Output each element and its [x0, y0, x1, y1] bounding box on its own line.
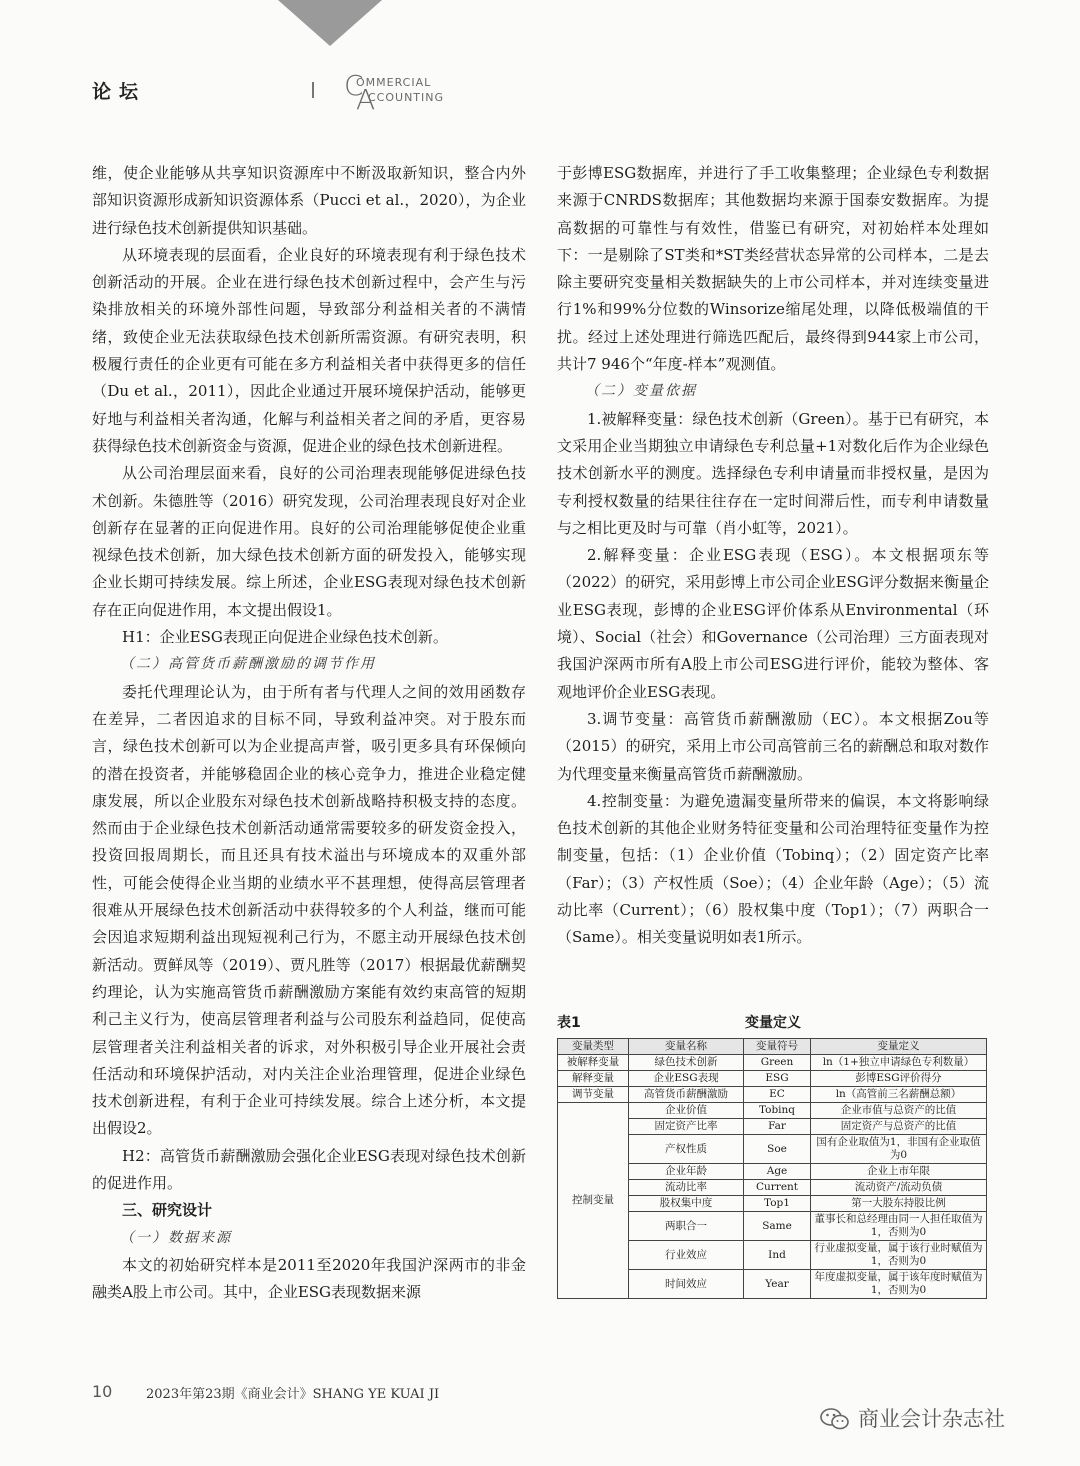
table-row — [558, 1071, 987, 1087]
table-cell: 流动资产/流动负债 — [811, 1180, 987, 1196]
table-cell: Soe — [744, 1135, 811, 1164]
paragraph: 从公司治理层面来看，良好的公司治理表现能够促进绿色技术创新。朱德胜等（2016）研究发现，公司治理表现良好对企业创新存在显著的正向促进作用。良好的公司治理能够促使企业重视绿色技术创新，加大绿色技术创新方面的研发投入，能够实现企业长期可持续发展。综上所述，企业ESG表现对绿色技术创新存在正向促进作用，本文提出假设1。 — [92, 464, 526, 619]
table-cell: 企业价值 — [629, 1103, 744, 1119]
table-cell: 企业年龄 — [629, 1164, 744, 1180]
paragraph: 4.控制变量：为避免遗漏变量所带来的偏误，本文将影响绿色技术创新的其他企业财务特征变量和公司治理特征变量作为控制变量，包括：（1）企业价值（Tobinq）；（2）固定资产比率（Far）；（3）产权性质（Soe）；（4）企业年龄（Age）；（5）流动比率（Current）；（6）股权集中度（Top1）；（7）两职合一（Same）。相关变量说明如表1所示。 — [557, 791, 989, 947]
table-header-cell: 变量类型 — [558, 1039, 629, 1055]
table-cell: Current — [744, 1180, 811, 1196]
table-cell: ln（高管前三名薪酬总额） — [811, 1087, 987, 1103]
table-cell: 控制变量 — [558, 1103, 629, 1299]
table-cell: 固定资产与总资产的比值 — [811, 1119, 987, 1135]
header-triangle-decoration — [278, 0, 382, 46]
table-cell: 行业虚拟变量，属于该行业时赋值为1，否则为0 — [811, 1241, 987, 1270]
table-cell: 绿色技术创新 — [629, 1055, 744, 1071]
table-cell: 企业市值与总资产的比值 — [811, 1103, 987, 1119]
table-cell: 董事长和总经理由同一人担任取值为1，否则为0 — [811, 1212, 987, 1241]
table-label: 表1 — [557, 1015, 581, 1031]
table-cell: 企业上市年限 — [811, 1164, 987, 1180]
table-cell: 股权集中度 — [629, 1196, 744, 1212]
paragraph: 于彭博ESG数据库，并进行了手工收集整理；企业绿色专利数据来源于CNRDS数据库；其他数据均来源于国泰安数据库。为提高数据的可靠性与有效性，借鉴已有研究，对初始样本处理如下：一是剔除了ST类和*ST类经营状态异常的公司样本，二是去除主要研究变量相关数据缺失的上市公司样本，并对连续变量进行1%和99%分位数的Winsorize缩尾处理，以降低极端值的干扰。经过上述处理进行筛选匹配后，最终得到944家上市公司，共计7 946个“年度-样本”观测值。 — [557, 164, 989, 374]
left-column — [92, 160, 526, 1306]
table-cell: 两职合一 — [629, 1212, 744, 1241]
section-heading: （二）变量依据 — [585, 383, 697, 400]
variable-definition-table — [557, 1038, 987, 1299]
table-cell: ESG — [744, 1071, 811, 1087]
paragraph: 从环境表现的层面看，企业良好的环境表现有利于绿色技术创新活动的开展。企业在进行绿色技术创新过程中，会产生与污染排放相关的环境外部性问题，导致部分利益相关者的不满情绪，致使企业无法获取绿色技术创新所需资源。有研究表明，积极履行责任的企业更有可能在多方利益相关者中获得更多的信任（Du et al.，2011），因此企业通过开展环境保护活动，能够更好地与利益相关者沟通，化解与利益相关者之间的矛盾，更容易获得绿色技术创新资金与资源，促进企业的绿色技术创新进程。 — [92, 245, 526, 455]
section-heading: 三、研究设计 — [122, 1201, 213, 1220]
paragraph: 1.被解释变量：绿色技术创新（Green）。基于已有研究，本文采用企业当期独立申请绿色专利总量+1对数化后作为企业绿色技术创新水平的测度。选择绿色专利申请量而非授权量，是因为专利授权数量的结果往往存在一定时间滞后性，而专利申请数量与之相比更及时与可靠（肖小虹等，2021）。 — [557, 409, 989, 537]
table-header-cell: 变量符号 — [744, 1039, 811, 1055]
paragraph: 2.解释变量：企业ESG表现（ESG）。本文根据项东等（2022）的研究，采用彭博上市公司企业ESG评分数据来衡量企业ESG表现，彭博的企业ESG评价体系从Environmental（环境）、Social（社会）和Governance（公司治理）三方面表现对我国沪深两市所有A股上市公司ESG进行评价，能较为整体、客观地评价企业ESG表现。 — [557, 546, 989, 701]
table-cell: 被解释变量 — [558, 1055, 629, 1071]
table-cell: 时间效应 — [629, 1270, 744, 1299]
logo-letter-a: A — [356, 83, 376, 116]
paragraph: 本文的初始研究样本是2011至2020年我国沪深两市的非金融类A股上市公司。其中，企业ESG表现数据来源 — [92, 1255, 526, 1302]
section-heading: （二）高管货币薪酬激励的调节作用 — [120, 656, 376, 673]
table-cell: Same — [744, 1212, 811, 1241]
logo-line-1: OMMERCIAL — [356, 76, 432, 89]
table-cell: 行业效应 — [629, 1241, 744, 1270]
page-number: 10 — [92, 1382, 113, 1401]
logo-letter-c: C — [344, 69, 364, 102]
table-cell: Green — [744, 1055, 811, 1071]
table-cell: 调节变量 — [558, 1087, 629, 1103]
table-cell: 第一大股东持股比例 — [811, 1196, 987, 1212]
watermark-text: 商业会计杂志社 — [858, 1407, 1005, 1431]
right-column — [557, 160, 989, 952]
table-row — [558, 1055, 987, 1071]
section-heading: （一）数据来源 — [120, 1229, 232, 1246]
table-row — [558, 1103, 987, 1119]
table-cell: 国有企业取值为1，非国有企业取值为0 — [811, 1135, 987, 1164]
table-caption — [557, 1012, 989, 1032]
table-cell: Far — [744, 1119, 811, 1135]
table-header-row — [558, 1039, 987, 1055]
table-cell: 解释变量 — [558, 1071, 629, 1087]
table-cell: 固定资产比率 — [629, 1119, 744, 1135]
table-cell: Age — [744, 1164, 811, 1180]
table-cell: 彭博ESG评价得分 — [811, 1071, 987, 1087]
table-cell: 年度虚拟变量，属于该年度时赋值为1，否则为0 — [811, 1270, 987, 1299]
table-cell: Year — [744, 1270, 811, 1299]
section-title: 论坛 — [92, 81, 147, 103]
table-cell: Top1 — [744, 1196, 811, 1212]
paragraph: 委托代理理论认为，由于所有者与代理人之间的效用函数存在差异，二者因追求的目标不同，导致利益冲突。对于股东而言，绿色技术创新可以为企业提高声誉，吸引更多具有环保倾向的潜在投资者，并能够稳固企业的核心竞争力，推进企业稳定健康发展，所以企业股东对绿色技术创新战略持积极支持的态度。然而由于企业绿色技术创新活动通常需要较多的研发资金投入，投资回报周期长，而且还具有技术溢出与环境成本的双重外部性，可能会使得企业当期的业绩水平不甚理想，使得高层管理者很难从开展绿色技术创新活动中获得较多的个人利益，继而可能会因追求短期利益出现短视利己行为，不愿主动开展绿色技术创新活动。贾鲜凤等（2019）、贾凡胜等（2017）根据最优薪酬契约理论，认为实施高管货币薪酬激励方案能有效约束高管的短期利己主义行为，使高层管理者利益与公司股东利益趋同，促使高层管理者关注利益相关者的诉求，对外积极引导企业开展社会责任活动和环境保护活动，对内关注企业治理管理，促进企业绿色技术创新进程，有利于企业可持续发展。综合上述分析，本文提出假设2。 — [92, 682, 526, 1138]
wechat-icon — [820, 1407, 850, 1431]
table-cell: 流动比率 — [629, 1180, 744, 1196]
paragraph: 维，使企业能够从共享知识资源库中不断汲取新知识，整合内外部知识资源形成新知识资源体系（Pucci et al.，2020），为企业进行绿色技术创新提供知识基础。 — [92, 164, 526, 237]
table-cell: ln（1+独立申请绿色专利数量） — [811, 1055, 987, 1071]
paragraph: 3.调节变量：高管货币薪酬激励（EC）。本文根据Zou等（2015）的研究，采用上市公司高管前三名的薪酬总和取对数作为代理变量来衡量高管货币薪酬激励。 — [557, 709, 989, 783]
table-header-cell: 变量名称 — [629, 1039, 744, 1055]
table-cell: 高管货币薪酬激励 — [629, 1087, 744, 1103]
table-title: 变量定义 — [745, 1015, 801, 1031]
table-cell: Tobinq — [744, 1103, 811, 1119]
table-header-cell: 变量定义 — [811, 1039, 987, 1055]
logo-line-2: CCOUNTING — [368, 91, 445, 104]
paragraph: H2：高管货币薪酬激励会强化企业ESG表现对绿色技术创新的促进作用。 — [92, 1146, 526, 1192]
table-cell: Ind — [744, 1241, 811, 1270]
table-cell: 产权性质 — [629, 1135, 744, 1164]
paragraph: H1：企业ESG表现正向促进企业绿色技术创新。 — [122, 628, 448, 647]
table-cell: 企业ESG表现 — [629, 1071, 744, 1087]
header-divider — [312, 82, 314, 98]
journal-footer: 2023年第23期《商业会计》SHANG YE KUAI JI — [146, 1387, 440, 1402]
table-row — [558, 1087, 987, 1103]
table-cell: EC — [744, 1087, 811, 1103]
